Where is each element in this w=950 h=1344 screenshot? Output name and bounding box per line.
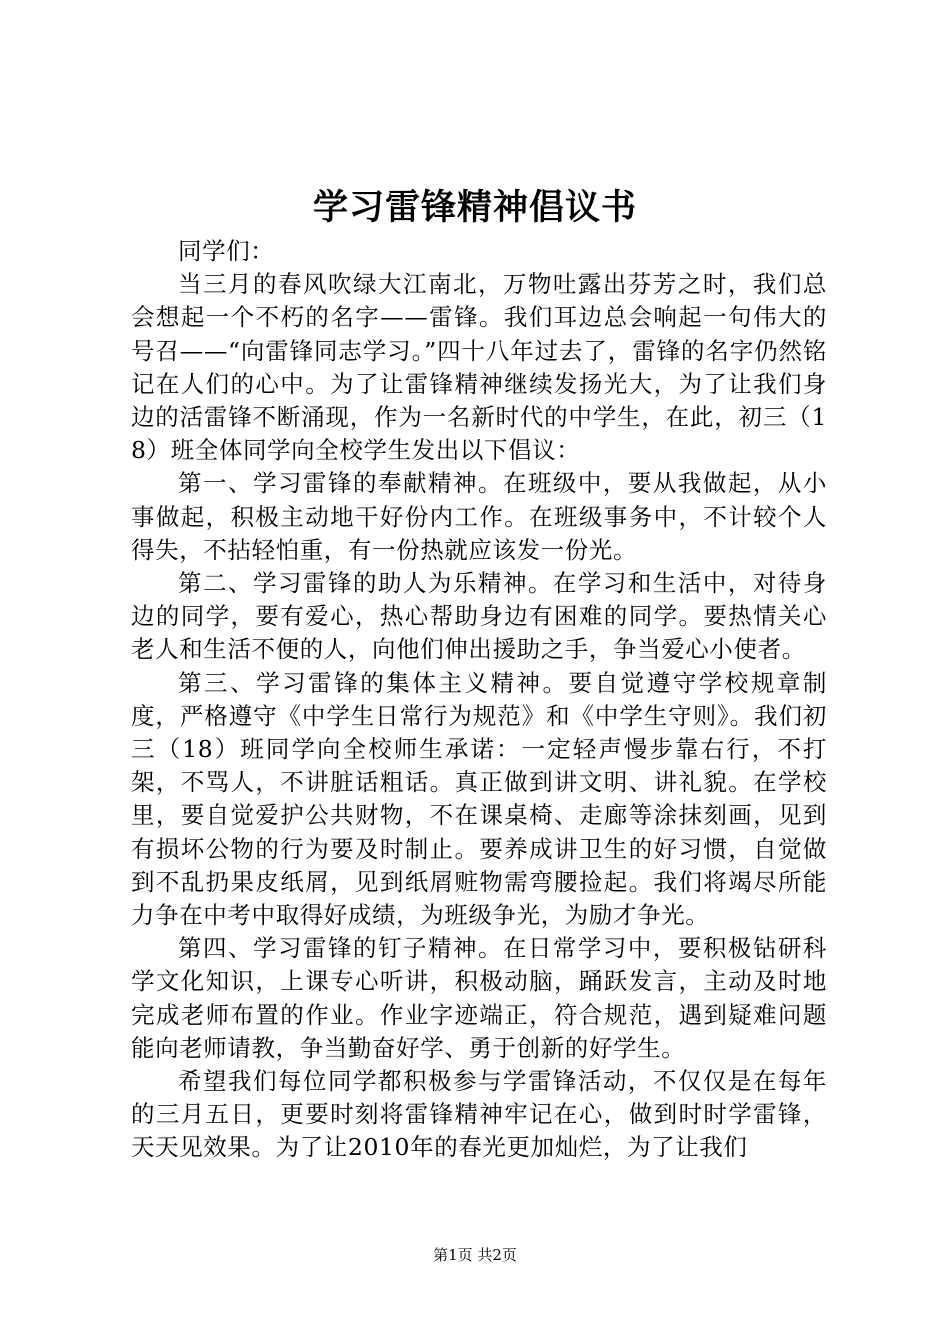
document-body [131, 235, 827, 1165]
paragraph-fourth: 第四、学习雷锋的钉子精神。在日常学习中，要积极钻研科学文化知识，上课专心听讲，积极动脑，踊跃发言，主动及时地完成老师布置的作业。作业字迹端正，符合规范，遇到疑难问题能向老师请教，争当勤奋好学、勇于创新的好学生。 [131, 934, 827, 1062]
salutation: 同学们： [178, 237, 275, 265]
document-title: 学习雷锋精神倡议书 [312, 187, 637, 228]
paragraph-closing: 希望我们每位同学都积极参与学雷锋活动，不仅仅是在每年的三月五日，更要时刻将雷锋精神牢记在心，做到时时学雷锋，天天见效果。为了让2010年的春光更加灿烂，为了让我们 [131, 1067, 827, 1162]
page-number-footer: 第1页 共2页 [433, 1246, 517, 1264]
paragraph-third: 第三、学习雷锋的集体主义精神。要自觉遵守学校规章制度，严格遵守《中学生日常行为规范》和《中学生守则》。我们初三（18）班同学向全校师生承诺：一定轻声慢步靠右行，不打架，不骂人，不讲脏话粗话。真正做到讲文明、讲礼貌。在学校里，要自觉爱护公共财物，不在课桌椅、走廊等涂抹刻画，见到有损坏公物的行为要及时制止。要养成讲卫生的好习惯，自觉做到不乱扔果皮纸屑，见到纸屑赃物需弯腰捡起。我们将竭尽所能力争在中考中取得好成绩，为班级争光，为励才争光。 [131, 668, 827, 930]
paragraph-second: 第二、学习雷锋的助人为乐精神。在学习和生活中，对待身边的同学，要有爱心，热心帮助身边有困难的同学。要热情关心老人和生活不便的人，向他们伸出援助之手，争当爱心小使者。 [131, 569, 827, 664]
paragraph-intro: 当三月的春风吹绿大江南北，万物吐露出芬芳之时，我们总会想起一个不朽的名字——雷锋。我们耳边总会响起一句伟大的号召——“向雷锋同志学习。”四十八年过去了，雷锋的名字仍然铭记在人们的心中。为了让雷锋精神继续发扬光大，为了让我们身边的活雷锋不断涌现，作为一名新时代的中学生，在此，初三（18）班全体同学向全校学生发出以下倡议： [131, 270, 827, 465]
paragraph-first: 第一、学习雷锋的奉献精神。在班级中，要从我做起，从小事做起，积极主动地干好份内工作。在班级事务中，不计较个人得失，不拈轻怕重，有一份热就应该发一份光。 [131, 469, 827, 564]
